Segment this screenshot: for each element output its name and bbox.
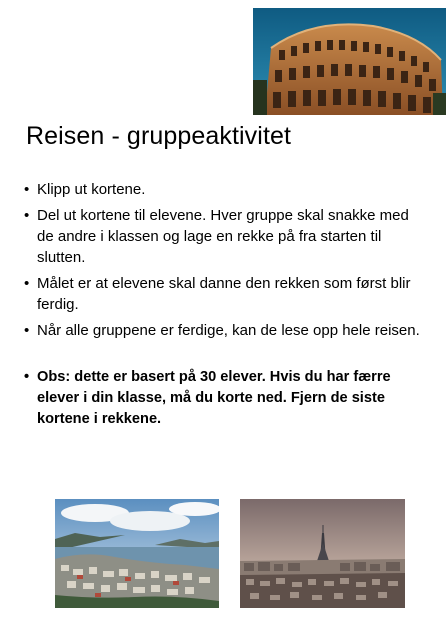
paris-skyline-photo: [240, 499, 405, 608]
note-text: Obs: dette er basert på 30 elever. Hvis du har færre elever i din klasse, må du korte ned. Fjern de siste kortene i rekkene.: [37, 369, 391, 427]
bullet-text: Del ut kortene til elevene. Hver gruppe skal snakke med de andre i klassen og lage en rekke på fra starten til slutten.: [37, 207, 409, 266]
colosseum-photo: [253, 8, 446, 115]
bullet-item: [24, 179, 420, 200]
bullet-dot: •: [24, 369, 30, 385]
bullet-list: [24, 179, 420, 435]
bullet-item: [24, 205, 420, 268]
slide-title: Reisen - gruppeaktivitet: [26, 122, 292, 150]
bullet-dot: •: [24, 181, 30, 198]
coastal-town-photo: [55, 499, 219, 608]
bullet-text: Klipp ut kortene.: [37, 181, 146, 198]
note-item: [24, 367, 420, 430]
bullet-dot: •: [24, 275, 30, 292]
bullet-text: Målet er at elevene skal danne den rekken som først blir ferdig.: [37, 275, 411, 313]
bullet-dot: •: [24, 322, 30, 339]
bullet-text: Når alle gruppene er ferdige, kan de lese opp hele reisen.: [37, 322, 420, 339]
bullet-item: [24, 273, 420, 315]
bullet-item: [24, 320, 420, 341]
bullet-dot: •: [24, 207, 30, 224]
